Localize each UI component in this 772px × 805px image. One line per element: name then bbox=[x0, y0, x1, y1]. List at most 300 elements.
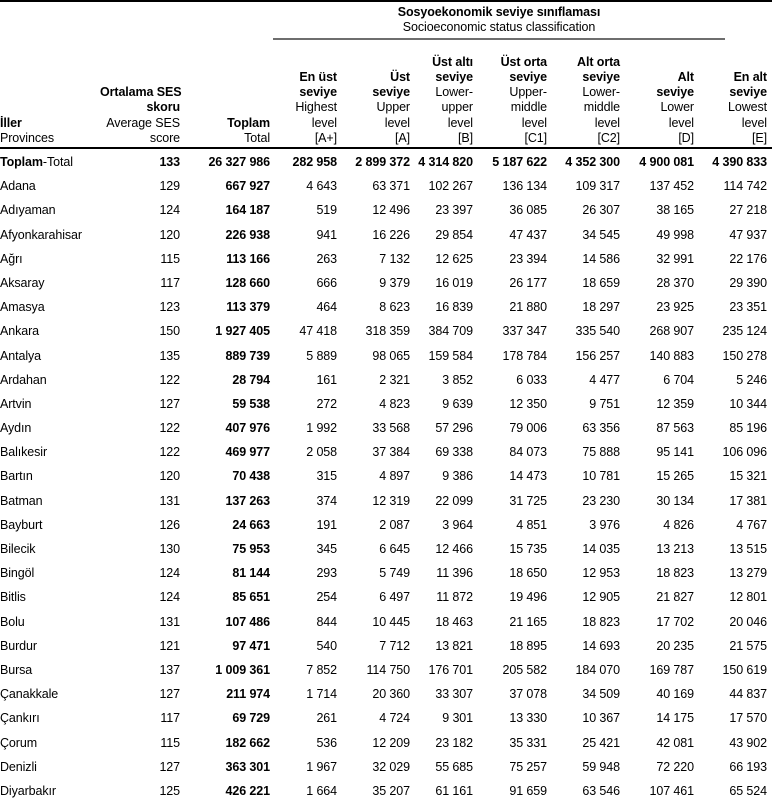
row-label-province: Balıkesir bbox=[0, 445, 48, 460]
cell-ses: 115 bbox=[160, 735, 180, 750]
header-en-line1: Upper- bbox=[509, 85, 547, 100]
cell-a: 7 712 bbox=[379, 638, 410, 653]
table-row bbox=[0, 587, 772, 611]
row-label-province: Aydın bbox=[0, 421, 32, 436]
cell-a: 35 207 bbox=[372, 783, 410, 798]
cell-total: 70 438 bbox=[232, 469, 270, 484]
row-label-province: Bilecik bbox=[0, 542, 36, 556]
table-row bbox=[0, 418, 772, 442]
cell-e: 4 390 833 bbox=[712, 155, 767, 169]
header-tr-line1: Alt orta bbox=[577, 54, 620, 69]
header-en-line1: Lower- bbox=[582, 85, 620, 100]
cell-a: 98 065 bbox=[372, 348, 410, 363]
cell-c2: 75 888 bbox=[582, 445, 620, 460]
row-label-province: Ağrı bbox=[0, 251, 23, 266]
cell-a: 16 226 bbox=[372, 227, 410, 242]
header-tr-line2: seviye bbox=[372, 85, 410, 100]
cell-ap: 844 bbox=[316, 614, 337, 629]
cell-ses: 127 bbox=[159, 759, 180, 774]
cell-e: 10 344 bbox=[729, 396, 767, 411]
column-header-total bbox=[190, 116, 270, 146]
cell-e: 17 381 bbox=[729, 493, 767, 508]
cell-a: 4 724 bbox=[379, 711, 410, 726]
cell-d: 13 213 bbox=[656, 542, 694, 556]
header-en-line2: level bbox=[384, 115, 410, 130]
row-label-province: Çanakkale bbox=[0, 687, 59, 702]
cell-e: 43 902 bbox=[729, 735, 767, 750]
cell-b: 9 639 bbox=[442, 396, 473, 411]
cell-c2: 14 586 bbox=[582, 251, 620, 266]
cell-ses: 130 bbox=[159, 542, 180, 556]
header-en-line3: level bbox=[594, 115, 620, 130]
cell-d: 42 081 bbox=[656, 735, 694, 750]
cell-a: 12 496 bbox=[372, 203, 410, 218]
cell-e: 5 246 bbox=[736, 372, 767, 387]
row-label-suffix: -Total bbox=[42, 155, 73, 169]
cell-a: 37 384 bbox=[372, 445, 410, 460]
header-tr-line2: seviye bbox=[656, 85, 694, 100]
row-label-province: Bolu bbox=[0, 614, 25, 629]
cell-a: 8 623 bbox=[379, 300, 410, 315]
cell-b: 61 161 bbox=[435, 783, 473, 798]
cell-a: 33 568 bbox=[372, 421, 410, 436]
cell-b: 57 296 bbox=[435, 421, 473, 436]
cell-ses: 124 bbox=[159, 566, 180, 581]
column-header-average-ses-score bbox=[100, 85, 180, 146]
row-label-province: Adıyaman bbox=[0, 203, 56, 218]
cell-ap: 161 bbox=[316, 372, 337, 387]
cell-c2: 109 317 bbox=[575, 179, 620, 194]
cell-b: 9 301 bbox=[442, 711, 473, 726]
row-label-province: Bayburt bbox=[0, 517, 43, 532]
cell-total: 107 486 bbox=[225, 614, 270, 629]
cell-c1: 13 330 bbox=[509, 711, 547, 726]
cell-ap: 1 664 bbox=[306, 783, 337, 798]
cell-b: 159 584 bbox=[428, 348, 473, 363]
cell-ses: 117 bbox=[160, 711, 180, 726]
header-en-line2: Total bbox=[244, 130, 270, 145]
table-row bbox=[0, 249, 772, 273]
table-row bbox=[0, 200, 772, 224]
cell-b: 384 709 bbox=[428, 324, 473, 339]
table-row bbox=[0, 781, 772, 805]
cell-a: 4 823 bbox=[379, 396, 410, 411]
header-tr-line2: seviye bbox=[582, 69, 620, 84]
header-tr-line2: seviye bbox=[729, 85, 767, 100]
cell-c2: 3 976 bbox=[589, 517, 620, 532]
table-row bbox=[0, 515, 772, 539]
table-row bbox=[0, 346, 772, 370]
cell-c1: 47 437 bbox=[509, 227, 547, 242]
cell-ses: 120 bbox=[159, 227, 180, 242]
row-label-province: Diyarbakır bbox=[0, 783, 56, 798]
cell-ses: 131 bbox=[159, 614, 180, 629]
cell-c2: 59 948 bbox=[582, 759, 620, 774]
cell-e: 66 193 bbox=[729, 759, 767, 774]
cell-e: 29 390 bbox=[729, 275, 767, 290]
cell-e: 114 742 bbox=[723, 179, 767, 194]
cell-b: 22 099 bbox=[435, 493, 473, 508]
cell-b: 69 338 bbox=[435, 445, 473, 460]
header-code: [A+] bbox=[314, 130, 337, 145]
cell-c2: 10 367 bbox=[582, 711, 620, 726]
cell-ap: 7 852 bbox=[306, 662, 337, 677]
row-label-province: Çankırı bbox=[0, 711, 40, 726]
cell-e: 23 351 bbox=[729, 300, 767, 315]
cell-e: 150 619 bbox=[722, 662, 767, 677]
table-row bbox=[0, 612, 772, 636]
spanner-title-turkish: Sosyoekonomik seviye sınıflaması bbox=[397, 5, 601, 19]
cell-ap: 540 bbox=[316, 638, 337, 653]
cell-total: 97 471 bbox=[232, 638, 270, 653]
cell-ap: 1 714 bbox=[306, 687, 337, 702]
cell-d: 137 452 bbox=[649, 179, 694, 194]
cell-c1: 18 895 bbox=[509, 638, 547, 653]
cell-a: 318 359 bbox=[365, 324, 410, 339]
cell-e: 13 279 bbox=[729, 566, 767, 581]
cell-b: 12 466 bbox=[435, 542, 473, 556]
header-tr-line1: En alt bbox=[733, 69, 767, 84]
cell-b: 102 267 bbox=[428, 179, 473, 194]
cell-c1: 15 735 bbox=[509, 542, 547, 556]
cell-ap: 464 bbox=[316, 300, 337, 315]
cell-c2: 18 659 bbox=[582, 275, 620, 290]
cell-a: 2 899 372 bbox=[355, 155, 410, 169]
cell-e: 22 176 bbox=[729, 251, 767, 266]
cell-ses: 123 bbox=[159, 300, 180, 315]
header-separator-rule bbox=[0, 147, 772, 149]
cell-total: 226 938 bbox=[225, 227, 270, 242]
cell-c1: 26 177 bbox=[509, 275, 547, 290]
cell-ap: 191 bbox=[316, 517, 337, 532]
cell-c2: 335 540 bbox=[575, 324, 620, 339]
cell-ap: 293 bbox=[316, 566, 337, 581]
cell-c1: 19 496 bbox=[509, 590, 547, 605]
table-row bbox=[0, 273, 772, 297]
spanner-header bbox=[273, 5, 725, 35]
cell-c2: 18 823 bbox=[582, 614, 620, 629]
cell-d: 95 141 bbox=[656, 445, 694, 460]
cell-total: 889 739 bbox=[225, 348, 270, 363]
cell-ses: 122 bbox=[159, 372, 180, 387]
cell-e: 47 937 bbox=[729, 227, 767, 242]
column-header-provinces bbox=[0, 116, 54, 146]
table-row bbox=[0, 370, 772, 394]
cell-ses: 120 bbox=[159, 469, 180, 484]
cell-e: 21 575 bbox=[729, 638, 767, 653]
header-tr-line1: Üst altı bbox=[432, 54, 473, 69]
header-code: [B] bbox=[458, 130, 473, 145]
cell-c2: 14 035 bbox=[582, 542, 620, 556]
cell-c1: 75 257 bbox=[509, 759, 547, 774]
cell-c2: 63 546 bbox=[582, 783, 620, 798]
cell-a: 2 321 bbox=[379, 372, 410, 387]
cell-total: 59 538 bbox=[232, 396, 270, 411]
cell-total: 1 009 361 bbox=[215, 662, 270, 677]
cell-a: 10 445 bbox=[372, 614, 410, 629]
cell-e: 27 218 bbox=[729, 203, 767, 218]
cell-d: 72 220 bbox=[656, 759, 694, 774]
cell-c2: 184 070 bbox=[575, 662, 620, 677]
cell-total: 407 976 bbox=[225, 421, 270, 436]
cell-total: 28 794 bbox=[232, 372, 270, 387]
cell-ap: 4 643 bbox=[306, 179, 337, 194]
cell-d: 14 175 bbox=[656, 711, 694, 726]
cell-c1: 37 078 bbox=[509, 687, 547, 702]
header-tr-line2: seviye bbox=[435, 69, 473, 84]
column-header-lower-upper-level bbox=[418, 55, 473, 146]
header-en-line1: Lowest bbox=[727, 100, 767, 115]
cell-c2: 34 545 bbox=[582, 227, 620, 242]
column-header-lower-level bbox=[639, 70, 694, 146]
row-label-province: Artvin bbox=[0, 396, 32, 411]
cell-c2: 9 751 bbox=[589, 396, 620, 411]
header-en-line2: middle bbox=[583, 100, 620, 115]
cell-b: 11 872 bbox=[436, 590, 473, 605]
cell-ap: 315 bbox=[316, 469, 337, 484]
cell-e: 4 767 bbox=[736, 517, 767, 532]
table-header-row bbox=[0, 44, 772, 146]
row-label-province: Antalya bbox=[0, 348, 41, 363]
cell-c1: 23 394 bbox=[509, 251, 547, 266]
header-code: [D] bbox=[678, 130, 694, 145]
cell-total: 75 953 bbox=[232, 542, 270, 556]
table-row bbox=[0, 563, 772, 587]
header-tr-line2: seviye bbox=[509, 69, 547, 84]
cell-d: 20 235 bbox=[656, 638, 694, 653]
cell-ap: 1 992 bbox=[306, 421, 337, 436]
cell-ap: 2 058 bbox=[306, 445, 337, 460]
table-row bbox=[0, 733, 772, 757]
cell-ap: 345 bbox=[316, 542, 337, 556]
cell-e: 13 515 bbox=[729, 542, 767, 556]
cell-b: 23 182 bbox=[435, 735, 473, 750]
cell-total: 128 660 bbox=[225, 275, 270, 290]
table-row bbox=[0, 152, 772, 176]
cell-c2: 156 257 bbox=[575, 348, 620, 363]
cell-b: 33 307 bbox=[435, 687, 473, 702]
table-row bbox=[0, 466, 772, 490]
cell-total: 113 379 bbox=[226, 300, 270, 315]
cell-c2: 14 693 bbox=[582, 638, 620, 653]
cell-e: 235 124 bbox=[722, 324, 767, 339]
cell-d: 18 823 bbox=[656, 566, 694, 581]
cell-a: 63 371 bbox=[372, 179, 410, 194]
cell-a: 12 319 bbox=[372, 493, 410, 508]
cell-d: 49 998 bbox=[656, 227, 694, 242]
cell-ses: 124 bbox=[159, 203, 180, 218]
cell-e: 44 837 bbox=[729, 687, 767, 702]
cell-d: 4 826 bbox=[663, 517, 694, 532]
cell-ap: 254 bbox=[316, 590, 337, 605]
cell-d: 21 827 bbox=[656, 590, 694, 605]
table-row bbox=[0, 708, 772, 732]
cell-ses: 122 bbox=[159, 445, 180, 460]
cell-total: 1 927 405 bbox=[215, 324, 270, 339]
cell-a: 2 087 bbox=[379, 517, 410, 532]
column-header-highest-level bbox=[282, 70, 337, 146]
table-row bbox=[0, 539, 772, 563]
cell-c1: 337 347 bbox=[502, 324, 547, 339]
cell-c2: 12 905 bbox=[582, 590, 620, 605]
cell-d: 268 907 bbox=[649, 324, 694, 339]
cell-e: 17 570 bbox=[729, 711, 767, 726]
cell-c1: 18 650 bbox=[509, 566, 547, 581]
cell-d: 38 165 bbox=[656, 203, 694, 218]
cell-ap: 1 967 bbox=[306, 759, 337, 774]
cell-a: 6 497 bbox=[379, 590, 410, 605]
header-tr-line1: En üst bbox=[299, 69, 337, 84]
cell-total: 363 301 bbox=[225, 759, 270, 774]
cell-ap: 536 bbox=[316, 735, 337, 750]
header-en-line1: Average SES bbox=[106, 115, 180, 130]
column-header-lowest-level bbox=[712, 70, 767, 146]
stub-label-english: Provinces bbox=[0, 130, 54, 145]
cell-c1: 205 582 bbox=[502, 662, 547, 677]
cell-c2: 23 230 bbox=[582, 493, 620, 508]
cell-d: 87 563 bbox=[656, 421, 694, 436]
cell-total: 69 729 bbox=[232, 711, 270, 726]
cell-e: 20 046 bbox=[729, 614, 767, 629]
header-code: [C1] bbox=[524, 130, 547, 145]
header-en-line2: level bbox=[741, 115, 767, 130]
table-row bbox=[0, 684, 772, 708]
cell-ses: 124 bbox=[159, 590, 180, 605]
cell-total: 469 977 bbox=[225, 445, 270, 460]
table-row bbox=[0, 394, 772, 418]
cell-d: 4 900 081 bbox=[639, 155, 694, 169]
row-label-province: Toplam-Total bbox=[0, 155, 73, 169]
cell-d: 30 134 bbox=[656, 493, 694, 508]
spanner-title-english: Socioeconomic status classification bbox=[402, 20, 596, 34]
row-label-province: Denizli bbox=[0, 759, 37, 774]
cell-d: 107 461 bbox=[649, 783, 694, 798]
header-tr-line1: Üst bbox=[390, 69, 410, 84]
cell-c1: 21 880 bbox=[509, 300, 547, 315]
cell-a: 12 209 bbox=[372, 735, 410, 750]
header-en-line3: level bbox=[447, 115, 473, 130]
cell-b: 23 397 bbox=[435, 203, 473, 218]
cell-a: 7 132 bbox=[379, 251, 410, 266]
header-tr-line1: Alt bbox=[677, 69, 694, 84]
cell-b: 16 839 bbox=[435, 300, 473, 315]
cell-ses: 122 bbox=[159, 421, 180, 436]
table-row bbox=[0, 176, 772, 200]
row-label-province: Bingöl bbox=[0, 566, 35, 581]
cell-total: 164 187 bbox=[225, 203, 270, 218]
header-tr-line2: Toplam bbox=[227, 115, 270, 130]
header-en-line1: Highest bbox=[295, 100, 337, 115]
row-label-province: Ardahan bbox=[0, 372, 47, 387]
cell-ses: 117 bbox=[160, 275, 180, 290]
cell-d: 12 359 bbox=[656, 396, 694, 411]
table-row bbox=[0, 442, 772, 466]
cell-c1: 178 784 bbox=[502, 348, 547, 363]
cell-b: 176 701 bbox=[428, 662, 473, 677]
header-code: [E] bbox=[752, 130, 767, 145]
cell-a: 4 897 bbox=[379, 469, 410, 484]
cell-total: 113 166 bbox=[226, 251, 270, 266]
cell-b: 55 685 bbox=[435, 759, 473, 774]
row-label-province: Batman bbox=[0, 493, 43, 508]
cell-b: 11 396 bbox=[436, 566, 473, 581]
cell-total: 211 974 bbox=[226, 687, 270, 702]
table-row bbox=[0, 321, 772, 345]
cell-b: 13 821 bbox=[435, 638, 473, 653]
cell-ses: 137 bbox=[159, 662, 180, 677]
cell-ses: 150 bbox=[159, 324, 180, 339]
column-header-upper-middle-level bbox=[492, 55, 547, 146]
cell-ap: 5 889 bbox=[306, 348, 337, 363]
cell-d: 6 704 bbox=[663, 372, 694, 387]
row-label-province: Afyonkarahisar bbox=[0, 227, 82, 242]
cell-c1: 12 350 bbox=[509, 396, 547, 411]
row-label-province: Adana bbox=[0, 179, 36, 194]
cell-ses: 121 bbox=[159, 638, 180, 653]
cell-c2: 18 297 bbox=[582, 300, 620, 315]
header-code: [C2] bbox=[597, 130, 620, 145]
cell-b: 29 854 bbox=[435, 227, 473, 242]
header-en-line2: level bbox=[311, 115, 337, 130]
table-row bbox=[0, 297, 772, 321]
cell-ap: 666 bbox=[316, 275, 337, 290]
cell-d: 32 991 bbox=[656, 251, 694, 266]
header-en-line2: middle bbox=[510, 100, 547, 115]
header-en-line2: upper bbox=[441, 100, 473, 115]
cell-total: 81 144 bbox=[232, 566, 270, 581]
cell-b: 4 314 820 bbox=[418, 155, 473, 169]
cell-c2: 26 307 bbox=[582, 203, 620, 218]
table-row bbox=[0, 225, 772, 249]
cell-a: 114 750 bbox=[366, 662, 410, 677]
header-en-line2: level bbox=[668, 115, 694, 130]
row-label-province: Ankara bbox=[0, 324, 40, 339]
cell-ap: 519 bbox=[316, 203, 337, 218]
cell-ap: 261 bbox=[316, 711, 337, 726]
cell-c2: 25 421 bbox=[582, 735, 620, 750]
table-body bbox=[0, 152, 772, 805]
cell-c1: 6 033 bbox=[516, 372, 547, 387]
cell-ses: 133 bbox=[159, 155, 180, 169]
cell-c1: 91 659 bbox=[509, 783, 547, 798]
cell-ap: 47 418 bbox=[299, 324, 337, 339]
cell-total: 426 221 bbox=[225, 783, 270, 798]
cell-c1: 5 187 622 bbox=[492, 155, 547, 169]
header-code: [A] bbox=[395, 130, 410, 145]
header-en-line1: Upper bbox=[376, 100, 410, 115]
cell-d: 28 370 bbox=[656, 275, 694, 290]
cell-c1: 84 073 bbox=[509, 445, 547, 460]
cell-ap: 941 bbox=[316, 227, 337, 242]
cell-a: 20 360 bbox=[372, 687, 410, 702]
cell-b: 12 625 bbox=[435, 251, 473, 266]
cell-c1: 14 473 bbox=[509, 469, 547, 484]
table-row bbox=[0, 660, 772, 684]
cell-ap: 272 bbox=[316, 396, 337, 411]
cell-ses: 115 bbox=[160, 251, 180, 266]
cell-ap: 374 bbox=[316, 493, 337, 508]
table-row bbox=[0, 757, 772, 781]
cell-total: 137 263 bbox=[225, 493, 270, 508]
cell-ses: 126 bbox=[159, 517, 180, 532]
header-en-line2: score bbox=[149, 130, 180, 145]
cell-total: 182 662 bbox=[225, 735, 270, 750]
cell-c1: 21 165 bbox=[509, 614, 547, 629]
cell-a: 9 379 bbox=[379, 275, 410, 290]
row-label-province: Burdur bbox=[0, 638, 37, 653]
cell-total: 667 927 bbox=[225, 179, 270, 194]
cell-d: 17 702 bbox=[656, 614, 694, 629]
